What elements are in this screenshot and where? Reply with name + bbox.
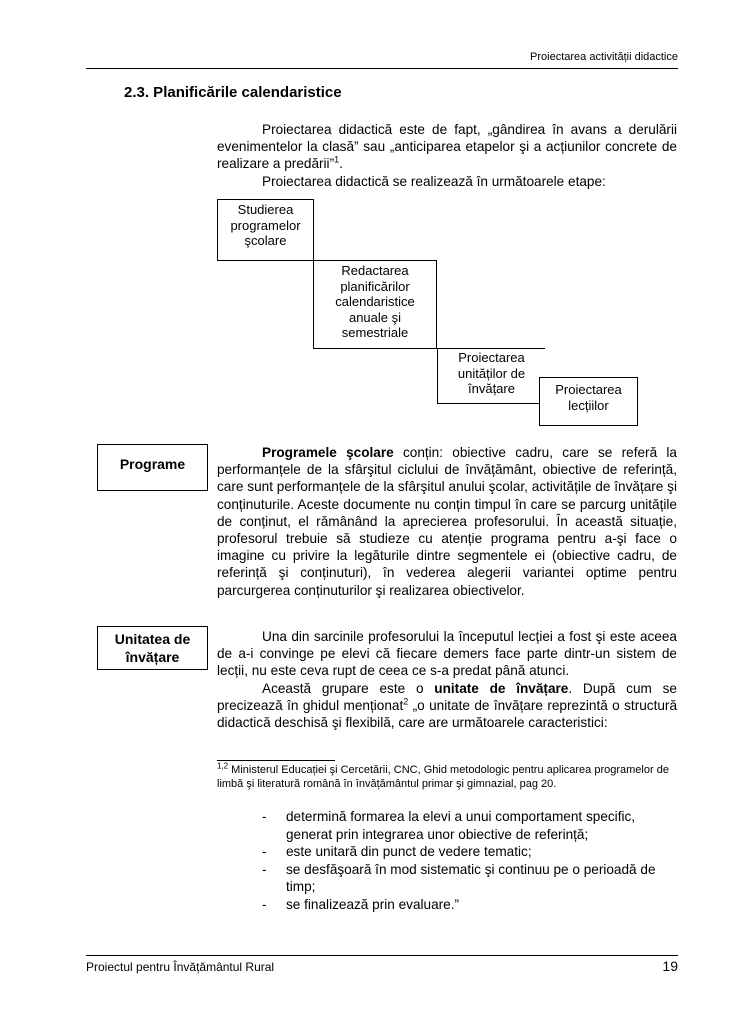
stage-label: Proiectarea unităților de învățare bbox=[457, 350, 526, 396]
unitate-paragraph-2 bbox=[217, 680, 677, 732]
stage-box-3 bbox=[437, 348, 545, 404]
stage-label: Redactarea planificărilor calendaristice anuale şi semestriale bbox=[335, 263, 415, 340]
section-title: 2.3. Planificările calendaristice bbox=[124, 84, 342, 101]
stage-box-4 bbox=[539, 377, 638, 426]
list-dash: - bbox=[262, 861, 267, 877]
list-dash: - bbox=[262, 896, 267, 912]
sidebar-label-line: învățare bbox=[125, 649, 180, 665]
stage-step-line bbox=[313, 348, 437, 349]
list-item-text: se desfăşoară în mod sistematic şi continuu pe o perioadă de timp; bbox=[286, 861, 656, 894]
footnote-rule bbox=[217, 760, 335, 761]
stage-step-line bbox=[217, 260, 313, 261]
intro-paragraph bbox=[217, 121, 677, 173]
stage-box-2 bbox=[313, 260, 437, 348]
list-item bbox=[262, 861, 677, 896]
intro-stages-sentence: Proiectarea didactică se realizează în următoarele etape: bbox=[262, 174, 606, 189]
sidebar-label-line: Unitatea de bbox=[114, 631, 191, 647]
stage-step-line bbox=[437, 403, 539, 404]
programe-text: conțin: obiective cadru, care se referă la performanțele de la sfârşitul ciclului de învățământ, obiective de referință, care sunt performanțele de la sfârşitul anului şcolar, activitățile de învățare şi conținuturile. Aceste documente nu conțin timpul în care se parcurg unitățile de conținut, el rămânând la aprecierea profesorului. În această situație, profesorul trebuie să studieze cu atenție programa pentru a-şi face o imagine cu privire la legăturile dintre segmentele ei (obiective cadru, de referință şi conținuturi), în vederea alegerii variantei optime pentru parcurgerea conținuturilor şi realizarea obiectivelor. bbox=[217, 445, 677, 598]
intro-text: Proiectarea didactică este de fapt, „gândirea în avans a derulării evenimentelor la clasă” sau „anticiparea etapelor şi a acțiunilor concrete de realizare a predării” bbox=[217, 122, 677, 172]
programe-bold-lead: Programele şcolare bbox=[262, 445, 394, 460]
stage-label: Studierea programelor şcolare bbox=[230, 202, 301, 248]
list-item-text: se finalizează prin evaluare.” bbox=[286, 896, 460, 912]
footnote-ref-1: 1 bbox=[334, 154, 340, 165]
list-item bbox=[262, 843, 677, 861]
footnote bbox=[217, 763, 677, 791]
list-item-text: determină formarea la elevi a unui comportament specific, generat prin integrarea unor obiective de referință; bbox=[286, 809, 636, 842]
footnote-ref-2: 2 bbox=[403, 696, 409, 707]
page-number: 19 bbox=[662, 958, 678, 974]
sidebar-label-text: Programe bbox=[119, 456, 186, 472]
footnote-marker: 1,2 bbox=[217, 761, 229, 771]
programe-paragraph bbox=[217, 444, 677, 599]
list-dash: - bbox=[262, 809, 267, 824]
unitate-text: . După cum se precizează în ghidul menționat bbox=[217, 681, 677, 714]
list-item-text: este unitară din punct de vedere tematic; bbox=[286, 844, 532, 859]
unitate-bold-term: unitate de învățare bbox=[434, 681, 569, 696]
unitate-text: „o unitate de învățare reprezintă o structură didactică deschisă şi flexibilă, care are următoarele caracteristici: bbox=[217, 698, 678, 731]
list-dash: - bbox=[262, 844, 267, 859]
sidebar-label-programe bbox=[97, 444, 208, 491]
intro-end: . bbox=[339, 156, 343, 172]
footnote-text: Ministerul Educației şi Cercetării, CNC, Ghid metodologic pentru aplicarea programelor de limbă şi literatură română în învățământul primar şi gimnazial, pag 20. bbox=[217, 764, 669, 790]
unitate-text: Această grupare este o bbox=[262, 681, 435, 696]
unitate-paragraph-1: Una din sarcinile profesorului la începutul lecției a fost şi este aceea de a-i convinge pe elevi că fiecare demers face parte dintr-un sistem de lecții, nu este ceva rupt de ceea ce s-a predat până atunci. bbox=[217, 629, 677, 679]
header-rule bbox=[86, 68, 678, 69]
list-item bbox=[262, 808, 677, 843]
list-item bbox=[262, 896, 677, 914]
stage-box-1 bbox=[217, 199, 314, 261]
characteristics-list bbox=[262, 808, 677, 913]
running-header: Proiectarea activității didactice bbox=[530, 51, 678, 63]
footer-rule bbox=[86, 955, 678, 956]
stage-label: Proiectarea lecțiilor bbox=[555, 382, 622, 413]
sidebar-label-unitate bbox=[97, 626, 208, 670]
footer-title: Proiectul pentru Învățământul Rural bbox=[86, 960, 275, 974]
